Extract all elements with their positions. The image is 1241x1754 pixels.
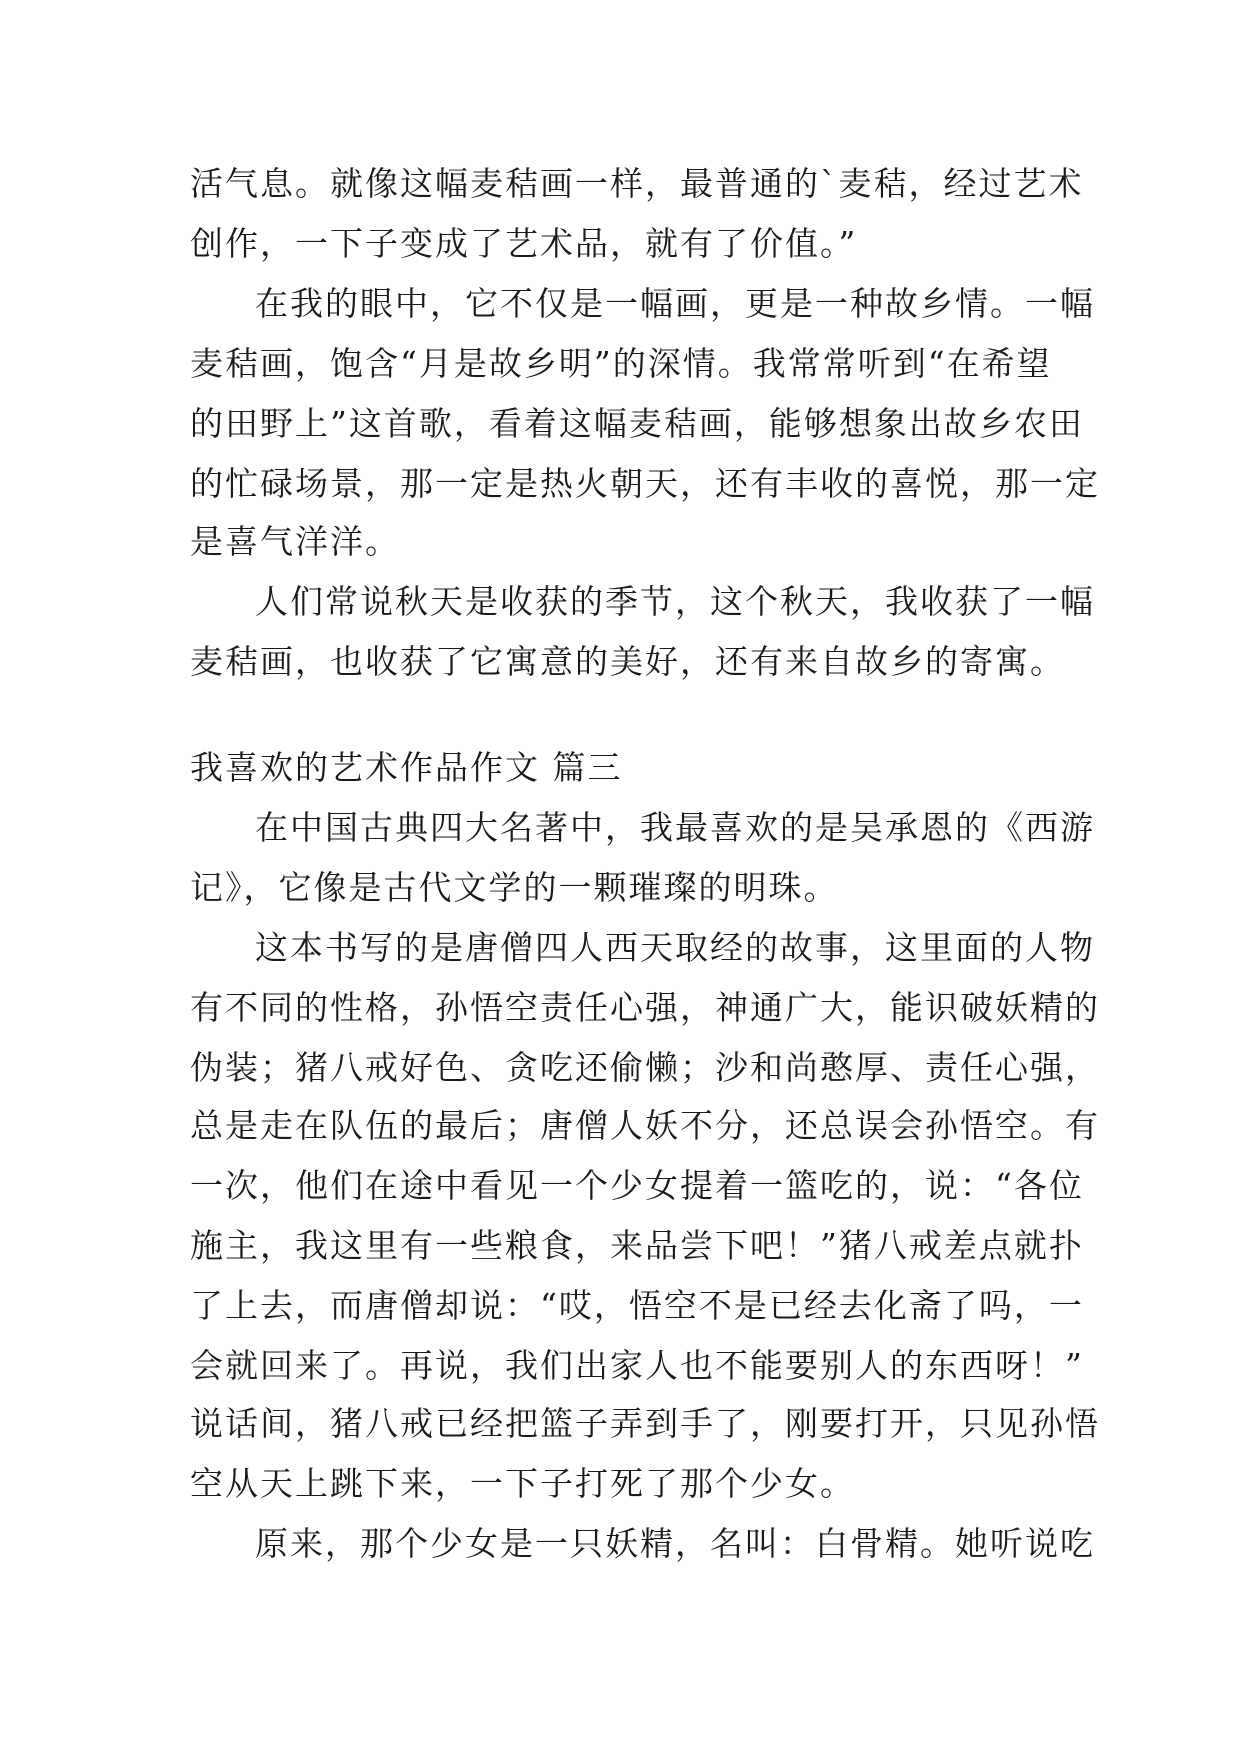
paragraph-line: 活气息。就像这幅麦秸画一样，最普通的`麦秸，经过艺术	[190, 164, 1084, 203]
paragraph-line: 说话间，猪八戒已经把篮子弄到手了，刚要打开，只见孙悟	[190, 1404, 1100, 1443]
paragraph-line: 一次，他们在途中看见一个少女提着一篮吃的，说：“各位	[190, 1166, 1084, 1205]
paragraph-line: 伪装；猪八戒好色、贪吃还偷懒；沙和尚憨厚、责任心强，	[190, 1048, 1100, 1087]
paragraph-line: 了上去，而唐僧却说：“哎，悟空不是已经去化斋了吗，一	[190, 1286, 1084, 1325]
paragraph-line: 空从天上跳下来，一下子打死了那个少女。	[190, 1464, 855, 1503]
paragraph-line: 会就回来了。再说，我们出家人也不能要别人的东西呀！”	[190, 1346, 1084, 1385]
paragraph-line: 的田野上”这首歌，看着这幅麦秸画，能够想象出故乡农田	[190, 404, 1084, 443]
paragraph-line: 记》，它像是古代文学的一颗璀璨的明珠。	[190, 868, 839, 907]
paragraph-line: 原来，那个少女是一只妖精，名叫：白骨精。她听说吃	[255, 1524, 1095, 1563]
paragraph-line: 有不同的性格，孙悟空责任心强，神通广大，能识破妖精的	[190, 988, 1100, 1027]
paragraph-line: 人们常说秋天是收获的季节，这个秋天，我收获了一幅	[255, 582, 1095, 621]
paragraph-line: 麦秸画，也收获了它寓意的美好，还有来自故乡的寄寓。	[190, 642, 1065, 681]
paragraph-line: 麦秸画，饱含“月是故乡明”的深情。我常常听到“在希望	[190, 344, 1052, 383]
paragraph-line: 这本书写的是唐僧四人西天取经的故事，这里面的人物	[255, 928, 1095, 967]
paragraph-line: 施主，我这里有一些粮食，来品尝下吧！”猪八戒差点就扑	[190, 1226, 1084, 1265]
paragraph-line: 是喜气洋洋。	[190, 522, 400, 561]
section-heading: 我喜欢的艺术作品作文 篇三	[190, 748, 623, 787]
paragraph-line: 创作，一下子变成了艺术品，就有了价值。”	[190, 224, 858, 263]
paragraph-line: 的忙碌场景，那一定是热火朝天，还有丰收的喜悦，那一定	[190, 464, 1100, 503]
paragraph-line: 在我的眼中，它不仅是一幅画，更是一种故乡情。一幅	[255, 284, 1095, 323]
paragraph-line: 在中国古典四大名著中，我最喜欢的是吴承恩的《西游	[255, 808, 1095, 847]
paragraph-line: 总是走在队伍的最后；唐僧人妖不分，还总误会孙悟空。有	[190, 1106, 1100, 1145]
